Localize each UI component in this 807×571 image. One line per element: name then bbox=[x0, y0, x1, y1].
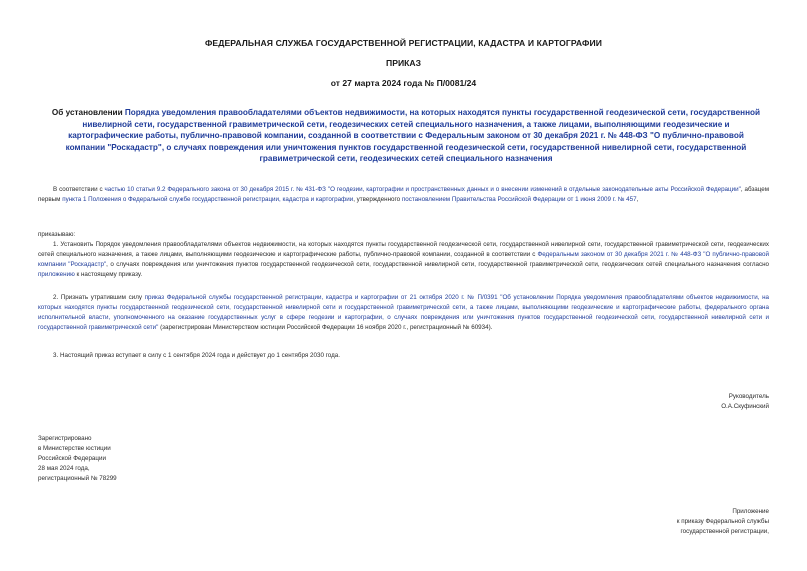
appendix-line: государственной регистрации, bbox=[680, 528, 769, 535]
doc-type-heading: ПРИКАЗ bbox=[386, 58, 421, 68]
item-1-paragraph bbox=[38, 240, 769, 280]
preamble-text-1: В соответствии с bbox=[53, 186, 105, 193]
registration-line: Зарегистрировано bbox=[38, 435, 92, 442]
title-prefix: Об установлении bbox=[51, 108, 125, 117]
preamble-text-3: , утвержденного bbox=[353, 196, 402, 203]
date-number-heading: от 27 марта 2024 года № П/0081/24 bbox=[330, 78, 477, 88]
item-1-link-appendix[interactable]: приложению bbox=[38, 271, 75, 278]
item-2-paragraph bbox=[38, 293, 769, 333]
document-title bbox=[50, 107, 762, 165]
signature-position: Руководитель bbox=[728, 393, 769, 400]
title-link[interactable]: Порядка уведомления правообладателями объектов недвижимости, на которых находятся пункты государственной геодезической сети, государственной нивелирной сети, государственной гравиметрической сети, геодезических сетей специального назначения, а также лицами, выполняющими геодезические и картографические работы, публично-правовой компании, созданной в соответствии с Федеральным законом от 30 декабря 2021 г. № 448-ФЗ "О публично-правовой компании "Роскадастр", о случаях повреждения или уничтожения пунктов государственной геодезической сети, государственной нивелирной сети, государственной гравиметрической сети, геодезических сетей специального назначения bbox=[65, 108, 761, 164]
registration-line: в Министерстве юстиции bbox=[38, 445, 111, 452]
item-2-link-order[interactable]: приказ Федеральной службы государственной регистрации, кадастра и картографии от 21 октября 2020 г. № П/0391 "Об установлении Порядка уведомления правообладателями объектов недвижимости, на которых находятся пункты государственной геодезической сети, государственной нивелирной сети и государственной гравиметрической сети, а также лицами, выполняющими геодезические и картографические работы, федерального органа исполнительной власти, уполномоченного на оказание государственных услуг в сфере геодезии и картографии, о случаях повреждения или уничтожения пунктов государственной геодезической сети, государственной нивелирной сети и государственной гравиметрической сети" bbox=[38, 294, 769, 331]
preamble-paragraph bbox=[38, 185, 769, 205]
registration-line: 28 мая 2024 года, bbox=[38, 465, 90, 472]
registration-line: Российской Федерации bbox=[38, 455, 106, 462]
preamble-text-2: , абзацем первым bbox=[38, 186, 770, 203]
item-1-link-law[interactable]: Федеральным законом от 30 декабря 2021 г. № 448-ФЗ "О публично-правовой компании "Роскадастр" bbox=[38, 251, 769, 268]
item-3-paragraph: 3. Настоящий приказ вступает в силу с 1 сентября 2024 года и действует до 1 сентября 2030 года. bbox=[53, 352, 341, 359]
agency-heading: ФЕДЕРАЛЬНАЯ СЛУЖБА ГОСУДАРСТВЕННОЙ РЕГИСТРАЦИИ, КАДАСТРА И КАРТОГРАФИИ bbox=[204, 38, 603, 48]
appendix-line: Приложение bbox=[732, 508, 769, 515]
preamble-link-law[interactable]: частью 10 статьи 9.2 Федерального закона от 30 декабря 2015 г. № 431-ФЗ "О геодезии, картографии и пространственных данных и о внесении изменений в отдельные законодательные акты Российской Федерации" bbox=[104, 186, 741, 193]
signature-block bbox=[721, 392, 769, 412]
appendix-line: к приказу Федеральной службы bbox=[676, 518, 769, 525]
item-1-text-1: 1. Установить Порядок уведомления правообладателями объектов недвижимости, на которых находятся пункты государственной геодезической сети, государственной нивелирной сети, государственной гравиметрической сети, геодезических сетей специального назначения, а также лицами, выполняющими геодезические и картографические работы, публично-правовой компании, созданной в соответствии с bbox=[38, 241, 769, 258]
preamble-link-regulation[interactable]: пункта 1 Положения о Федеральной службе государственной регистрации, кадастра и картографии bbox=[62, 196, 354, 203]
orders-word: приказываю: bbox=[38, 231, 76, 238]
preamble-text-4: , bbox=[636, 196, 639, 203]
registration-line: регистрационный № 78299 bbox=[38, 475, 117, 482]
appendix-block bbox=[677, 507, 769, 537]
item-1-text-2: , о случаях повреждения или уничтожения пунктов государственной геодезической сети, государственной нивелирной сети, государственной гравиметрической сети, геодезических сетей специального назначения согласно bbox=[106, 261, 769, 268]
registration-block bbox=[38, 434, 117, 484]
signature-name: О.А.Скуфинский bbox=[721, 403, 769, 410]
item-1-text-3: к настоящему приказу. bbox=[74, 271, 143, 278]
item-2-text-2: (зарегистрирован Министерством юстиции Российской Федерации 16 ноября 2020 г., регистрационный № 60934). bbox=[158, 324, 493, 331]
item-2-text-1: 2. Признать утратившим силу bbox=[53, 294, 145, 301]
preamble-link-decree[interactable]: постановлением Правительства Российской Федерации от 1 июня 2009 г. № 457 bbox=[401, 196, 637, 203]
